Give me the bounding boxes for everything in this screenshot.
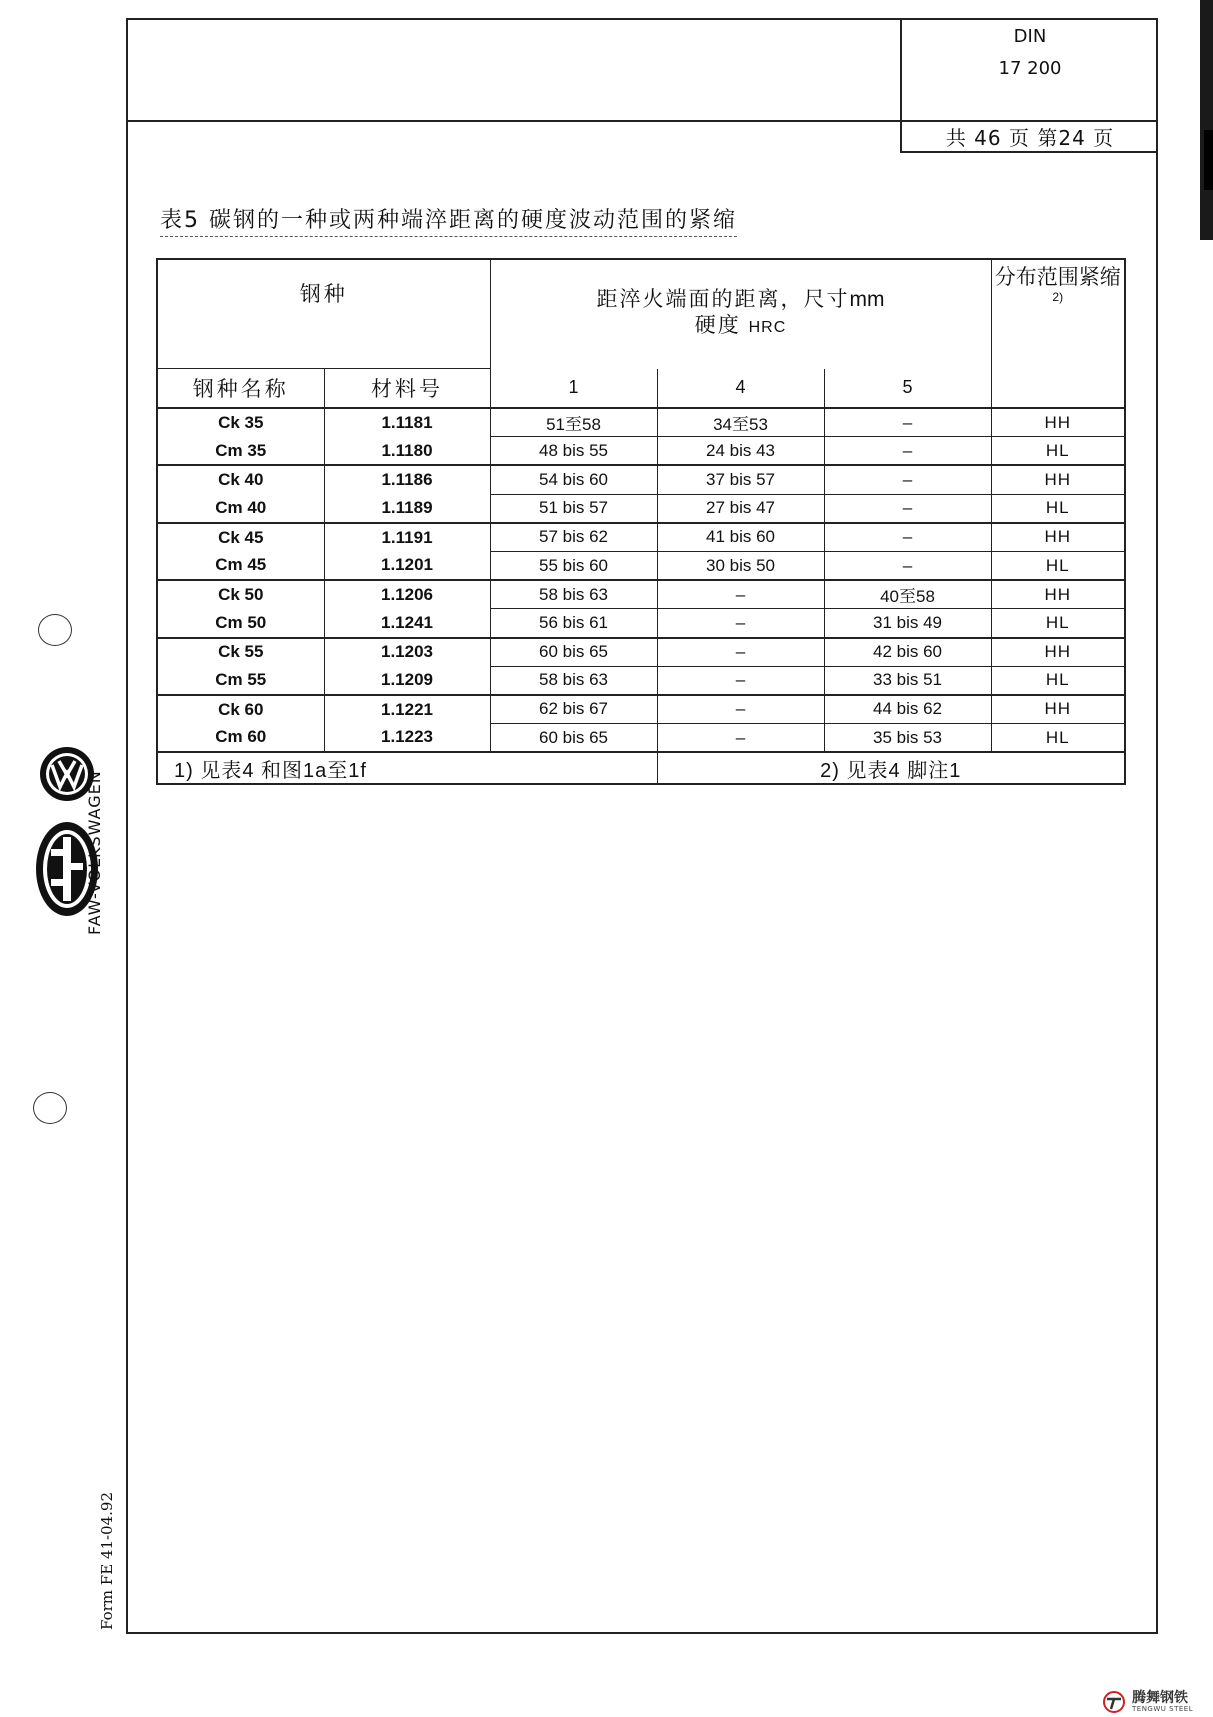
spread-grade-cell: HL: [991, 437, 1125, 466]
material-number-cell: 1.1209: [324, 666, 490, 695]
table-body: [157, 408, 1125, 752]
steel-name-cell: Cm 55: [157, 666, 324, 695]
hardness-dist-4-cell: –: [657, 580, 824, 609]
spread-grade-cell: HH: [991, 465, 1125, 494]
col-header-dist-1: 1: [490, 369, 657, 409]
spread-header-text: 分布范围紧缩: [994, 266, 1121, 289]
table-row: [157, 666, 1125, 695]
steel-name-cell: Cm 40: [157, 494, 324, 523]
watermark: [1100, 1690, 1193, 1714]
watermark-name-cn: 腾舞钢铁: [1132, 1690, 1188, 1706]
hardness-dist-1-cell: 54 bis 60: [490, 465, 657, 494]
scan-edge-mark: [1204, 130, 1213, 190]
hardness-dist-1-cell: 58 bis 63: [490, 580, 657, 609]
hardness-dist-4-cell: –: [657, 666, 824, 695]
col-header-name: 钢种名称: [157, 369, 324, 409]
hardness-dist-5-cell: –: [824, 408, 991, 437]
hardness-dist-4-cell: 37 bis 57: [657, 465, 824, 494]
hardness-dist-5-cell: –: [824, 437, 991, 466]
material-number-cell: 1.1191: [324, 523, 490, 552]
hardness-dist-4-cell: 30 bis 50: [657, 551, 824, 580]
hardness-dist-5-cell: 42 bis 60: [824, 638, 991, 667]
scan-edge: [1200, 0, 1213, 240]
spread-footnote-ref: 2): [1052, 290, 1064, 304]
spread-grade-cell: HH: [991, 695, 1125, 724]
hardness-dist-4-cell: –: [657, 638, 824, 667]
material-number-cell: 1.1180: [324, 437, 490, 466]
hardness-table: [156, 258, 1126, 785]
material-number-cell: 1.1206: [324, 580, 490, 609]
steel-name-cell: Ck 40: [157, 465, 324, 494]
distance-header: [490, 259, 991, 369]
spread-grade-cell: HH: [991, 523, 1125, 552]
hardness-dist-1-cell: 62 bis 67: [490, 695, 657, 724]
material-number-cell: 1.1189: [324, 494, 490, 523]
hardness-dist-5-cell: 33 bis 51: [824, 666, 991, 695]
standard-name: DIN: [1013, 26, 1047, 47]
hardness-dist-1-cell: 51至58: [490, 408, 657, 437]
standard-info-box: [900, 18, 1158, 153]
hardness-dist-1-cell: 56 bis 61: [490, 609, 657, 638]
steel-name-cell: Ck 50: [157, 580, 324, 609]
table-row: [157, 465, 1125, 494]
hardness-dist-1-cell: 51 bis 57: [490, 494, 657, 523]
table-row: [157, 494, 1125, 523]
material-number-cell: 1.1201: [324, 551, 490, 580]
spread-grade-cell: HL: [991, 724, 1125, 753]
table-row: [157, 551, 1125, 580]
table-row: [157, 523, 1125, 552]
hardness-unit: HRC: [748, 319, 787, 337]
table-row: [157, 638, 1125, 667]
hardness-dist-5-cell: –: [824, 494, 991, 523]
spread-grade-cell: HH: [991, 638, 1125, 667]
hardness-dist-4-cell: 27 bis 47: [657, 494, 824, 523]
table-row: [157, 609, 1125, 638]
material-number-cell: 1.1223: [324, 724, 490, 753]
hardness-dist-4-cell: 41 bis 60: [657, 523, 824, 552]
hardness-dist-5-cell: –: [824, 523, 991, 552]
hardness-dist-1-cell: 57 bis 62: [490, 523, 657, 552]
form-code: Form FE 41-04.92: [98, 1491, 116, 1630]
standard-number: 17 200: [998, 58, 1062, 79]
steel-name-cell: Ck 55: [157, 638, 324, 667]
spread-header: [991, 259, 1125, 408]
hardness-dist-4-cell: 34至53: [657, 408, 824, 437]
hardness-dist-5-cell: 31 bis 49: [824, 609, 991, 638]
footnote-2: 2) 见表4 脚注1: [657, 752, 1125, 784]
steel-name-cell: Cm 60: [157, 724, 324, 753]
footnote-1: 1) 见表4 和图1a至1f: [157, 752, 657, 784]
material-number-cell: 1.1181: [324, 408, 490, 437]
spread-grade-cell: HH: [991, 408, 1125, 437]
hardness-dist-4-cell: 24 bis 43: [657, 437, 824, 466]
table-title: 表5 碳钢的一种或两种端淬距离的硬度波动范围的紧缩: [160, 203, 737, 237]
hardness-dist-4-cell: –: [657, 609, 824, 638]
steel-group-header: 钢种: [157, 259, 490, 369]
header-rule: [126, 120, 900, 122]
hardness-dist-5-cell: 44 bis 62: [824, 695, 991, 724]
spread-grade-cell: HL: [991, 609, 1125, 638]
table-row: [157, 580, 1125, 609]
distance-unit: mm: [849, 288, 885, 312]
brand-text: FAW-VOLKSWAGEN: [85, 770, 104, 935]
steel-name-cell: Cm 45: [157, 551, 324, 580]
hardness-dist-5-cell: –: [824, 551, 991, 580]
spread-grade-cell: HH: [991, 580, 1125, 609]
punch-hole-lower: [33, 1092, 67, 1124]
hardness-label: 硬度: [694, 314, 741, 338]
hardness-dist-1-cell: 60 bis 65: [490, 724, 657, 753]
page-info: 共 46 页 第24 页: [902, 120, 1158, 155]
hardness-dist-5-cell: 40至58: [824, 580, 991, 609]
material-number-cell: 1.1186: [324, 465, 490, 494]
material-number-cell: 1.1241: [324, 609, 490, 638]
spread-grade-cell: HL: [991, 494, 1125, 523]
steel-name-cell: Cm 50: [157, 609, 324, 638]
hardness-dist-4-cell: –: [657, 724, 824, 753]
steel-name-cell: Cm 35: [157, 437, 324, 466]
table-row: [157, 437, 1125, 466]
table-row: [157, 408, 1125, 437]
tengwu-logo-icon: [1100, 1690, 1128, 1714]
hardness-dist-4-cell: –: [657, 695, 824, 724]
col-header-dist-5: 5: [824, 369, 991, 409]
spread-grade-cell: HL: [991, 666, 1125, 695]
hardness-dist-1-cell: 58 bis 63: [490, 666, 657, 695]
hardness-dist-5-cell: –: [824, 465, 991, 494]
material-number-cell: 1.1221: [324, 695, 490, 724]
table-row: [157, 695, 1125, 724]
material-number-cell: 1.1203: [324, 638, 490, 667]
steel-name-cell: Ck 60: [157, 695, 324, 724]
spread-grade-cell: HL: [991, 551, 1125, 580]
hardness-dist-1-cell: 48 bis 55: [490, 437, 657, 466]
punch-hole-upper: [38, 614, 72, 646]
col-header-material: 材料号: [324, 369, 490, 409]
table-row: [157, 724, 1125, 753]
steel-name-cell: Ck 35: [157, 408, 324, 437]
watermark-name-en: TENGWU STEEL: [1132, 1705, 1194, 1713]
col-header-dist-4: 4: [657, 369, 824, 409]
hardness-dist-5-cell: 35 bis 53: [824, 724, 991, 753]
steel-name-cell: Ck 45: [157, 523, 324, 552]
hardness-dist-1-cell: 55 bis 60: [490, 551, 657, 580]
watermark-text: [1132, 1691, 1193, 1713]
distance-header-text: 距淬火端面的距离，尺寸: [596, 288, 850, 312]
hardness-dist-1-cell: 60 bis 65: [490, 638, 657, 667]
